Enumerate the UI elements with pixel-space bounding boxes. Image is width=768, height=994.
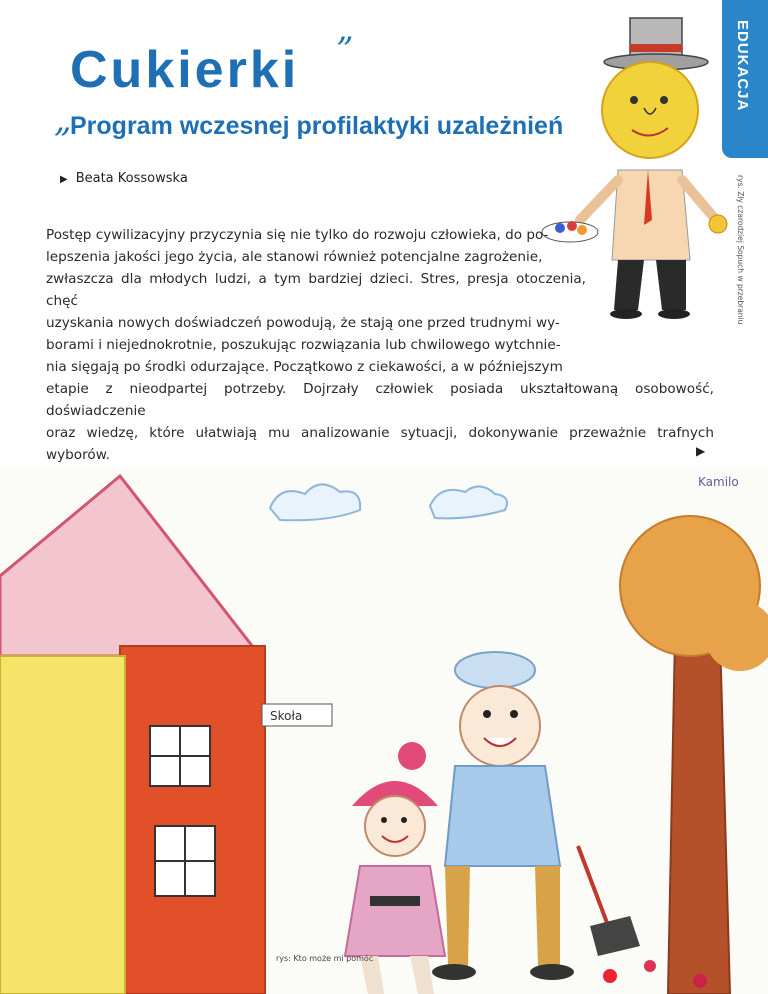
illustration-credit-bottom: rys: Kto może mi pomóc	[276, 954, 374, 963]
intro-line: Postęp cywilizacyjny przyczynia się nie tylko do rozwoju człowieka, do po-	[46, 227, 549, 243]
illustration-credit-top: rys. Zły czarodziej Sopuch w przebraniu	[736, 175, 745, 325]
intro-line: uzyskania nowych doświadczeń powodują, że stają one przed trudnymi wy-	[46, 315, 560, 331]
author-name: Beata Kossowska	[75, 171, 188, 186]
continue-arrow-icon: ▶	[696, 444, 706, 458]
intro-line: lepszenia jakości jego życia, ale stanowi również potencjalne zagrożenie,	[46, 249, 543, 265]
intro-line: nia sięgają po środki odurzające. Początkowo z ciekawości, a w późniejszym	[46, 359, 563, 375]
drawing-school-sign: Skoła	[270, 709, 303, 723]
intro-line: oraz wiedzę, które ułatwiają mu analizowanie sytuacji, dokonywanie przeważnie trafnych wyborów.	[46, 425, 714, 463]
bullet-arrow-icon: ▶	[60, 174, 68, 185]
author-line	[60, 171, 188, 186]
children-drawing	[0, 466, 768, 994]
intro-line: zwłaszcza dla młodych ludzi, a tym bardziej dzieci. Stres, presja otoczenia, chęć	[46, 271, 586, 309]
intro-line: etapie z nieodpartej potrzeby. Dojrzały człowiek posiada ukształtowaną osobowość, doświadczenie	[46, 381, 714, 419]
title-quote-close: ”	[336, 30, 354, 70]
article-title: Cukierki	[70, 41, 300, 99]
intro-line: borami i niejednokrotnie, poszukując rozwiązania lub chwilowego wytchnie-	[46, 337, 561, 353]
title-quote-open: „	[54, 100, 72, 140]
article-subtitle: Program wczesnej profilaktyki uzależnień	[70, 112, 564, 140]
section-tab-label: EDUKACJA	[734, 20, 751, 112]
drawing-signature: Kamilo	[698, 475, 739, 489]
